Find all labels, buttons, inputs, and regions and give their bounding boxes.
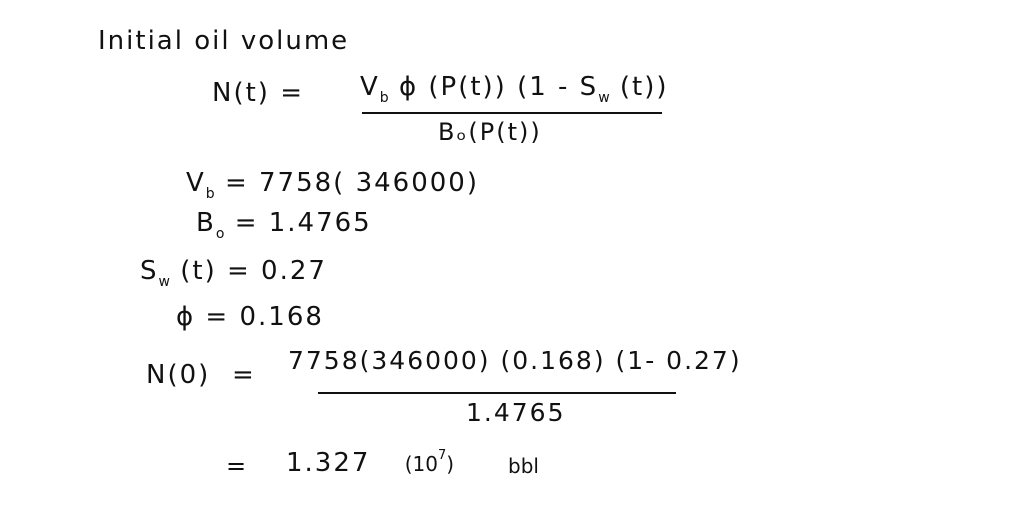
given-bulk-volume-subscript: b (205, 186, 215, 202)
volume-subscript: b (379, 90, 389, 106)
result-equals: = (226, 452, 249, 480)
saturation-subscript: w (598, 90, 610, 106)
calculation-lhs: N(0) (146, 360, 211, 390)
numerator-middle: ϕ (P(t)) (1 - S (398, 72, 599, 102)
given-bulk-volume (186, 168, 479, 202)
formula-lhs: N(t) = (212, 78, 304, 108)
given-porosity (176, 302, 324, 332)
calculation-numerator: 7758(346000) (0.168) (1- 0.27) (288, 346, 742, 375)
result-mantissa: 1.327 (286, 448, 371, 478)
result-unit: bbl (508, 454, 539, 478)
given-formation-factor (196, 208, 372, 242)
formula-denominator: Bₒ(P(t)) (438, 118, 542, 146)
given-water-saturation (140, 256, 327, 290)
given-porosity-value: = 0.168 (205, 302, 324, 332)
numerator-tail: (t)) (619, 72, 669, 102)
result-power-open: (10 (404, 452, 438, 476)
given-porosity-symbol: ϕ (176, 302, 196, 332)
calculation-equals: = (232, 360, 256, 390)
given-water-saturation-symbol: S (140, 256, 159, 286)
given-formation-factor-symbol: B (196, 208, 216, 238)
result-power-close: ) (446, 452, 455, 476)
result-value (286, 448, 454, 478)
given-formation-factor-value: = 1.4765 (234, 208, 372, 238)
formula-fraction-bar (362, 112, 662, 114)
heading: Initial oil volume (98, 26, 350, 56)
calculation-denominator: 1.4765 (466, 398, 566, 427)
calculation-fraction-bar (318, 392, 676, 394)
result-exponent: 7 (437, 448, 447, 463)
given-water-saturation-subscript: w (158, 274, 170, 290)
volume-symbol: V (360, 72, 380, 102)
given-water-saturation-value: (t) = 0.27 (180, 256, 327, 286)
given-formation-factor-subscript: o (215, 226, 225, 242)
formula-numerator (360, 72, 669, 106)
given-bulk-volume-symbol: V (186, 168, 206, 198)
given-bulk-volume-value: = 7758( 346000) (224, 168, 479, 198)
